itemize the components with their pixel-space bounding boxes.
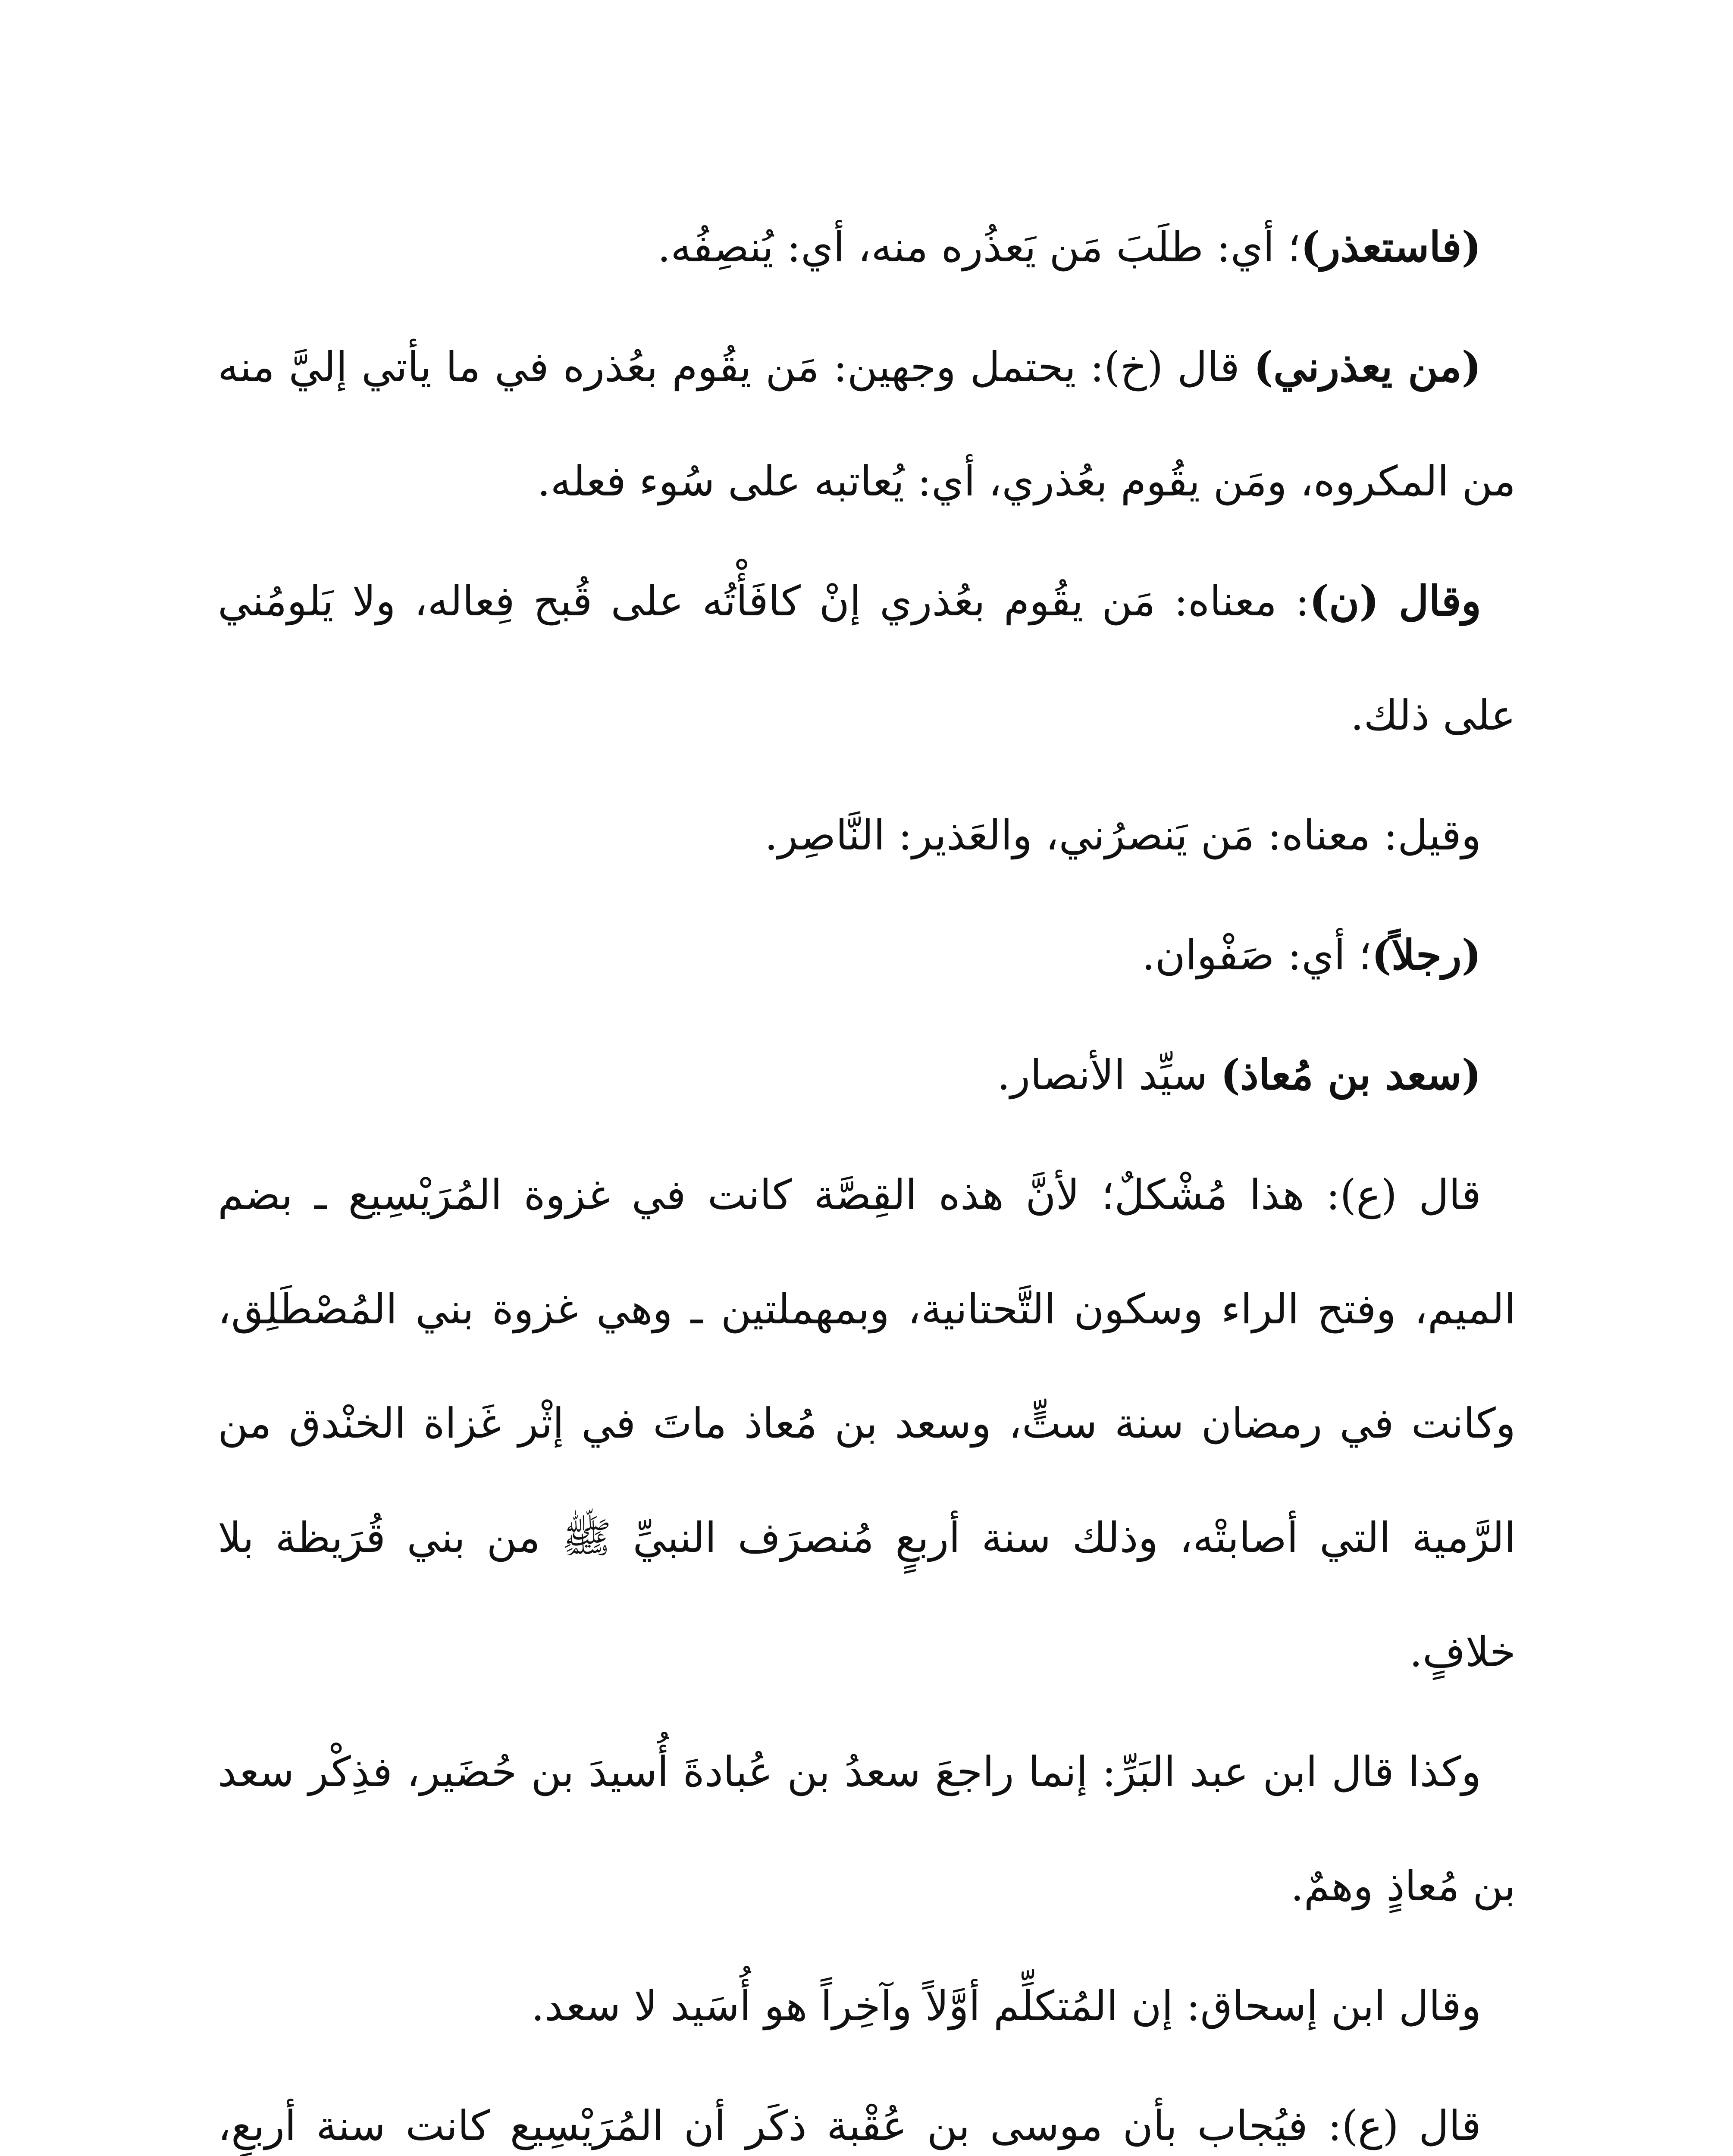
paragraph-6-text: سيِّد الأنصار. <box>997 1051 1221 1099</box>
paragraph-4-text: وقيل: معناه: مَن يَنصرُني، والعَذير: النَّاصِر. <box>765 811 1481 859</box>
paragraph-6 <box>218 1018 1516 1132</box>
paragraph-7 <box>218 1138 1516 1709</box>
page-body <box>218 190 1516 2156</box>
paragraph-5-lead: (رجلاً) <box>1372 931 1481 979</box>
paragraph-3-text: : معناه: مَن يقُوم بعُذري إنْ كافَأْتُه على قُبح فِعاله، ولا يَلومُني على ذلك. <box>218 577 1516 740</box>
paragraph-2-text: قال (خ): يحتمل وجهين: مَن يقُوم بعُذره في ما يأتي إليَّ منه من المكروه، ومَن يقُوم بعُذري، أي: يُعاتبه على سُوء فعله. <box>218 343 1516 505</box>
paragraph-8 <box>218 1714 1516 1943</box>
paragraph-5-text: ؛ أي: صَفْوان. <box>1142 931 1372 979</box>
paragraph-3 <box>218 544 1516 773</box>
paragraph-1 <box>218 190 1516 304</box>
paragraph-1-text: ؛ أي: طلَبَ مَن يَعذُره منه، أي: يُنصِفُه. <box>657 223 1301 271</box>
paragraph-5 <box>218 898 1516 1012</box>
paragraph-6-lead: (سعد بن مُعاذ) <box>1220 1050 1481 1099</box>
paragraph-10-text: قال (ع): فيُجاب بأن موسى بن عُقْبة ذكَر أن المُرَيْسِيع كانت سنة أربعٍ، <box>218 2102 1481 2150</box>
paragraph-4 <box>218 778 1516 893</box>
paragraph-2 <box>218 310 1516 539</box>
paragraph-3-lead: وقال (ن) <box>1309 577 1482 625</box>
paragraph-9-text: وقال ابن إسحاق: إن المُتكلِّم أوَّلاً وآخِراً هو أُسَيد لا سعد. <box>531 1982 1481 2030</box>
paragraph-1-lead: (فاستعذر) <box>1301 222 1481 271</box>
paragraph-7-text: قال (ع): هذا مُشْكلٌ؛ لأنَّ هذه القِصَّة كانت في غزوة المُرَيْسِيع ـ بضم الميم، وفتح الراء وسكون التَّحتانية، وبمهملتين ـ وهي غزوة بني المُصْطَلِق، وكانت في رمضان سنة ستٍّ، وسعد بن مُعاذ ماتَ في إثْر غَزاة الخنْدق من الرَّمية التي أصابتْه، وذلك سنة أربعٍ مُنصرَف النبيِّ ﷺ من بني قُرَيظة بلا خلافٍ. <box>218 1171 1516 1676</box>
paragraph-2-lead: (من يعذرني) <box>1254 342 1482 391</box>
paragraph-8-text: وكذا قال ابن عبد البَرِّ: إنما راجعَ سعدُ بن عُبادةَ أُسيدَ بن حُضَير، فذِكْر سعد بن مُعاذٍ وهمٌ. <box>218 1748 1516 1910</box>
paragraph-9 <box>218 1949 1516 2063</box>
paragraph-10 <box>218 2068 1516 2156</box>
